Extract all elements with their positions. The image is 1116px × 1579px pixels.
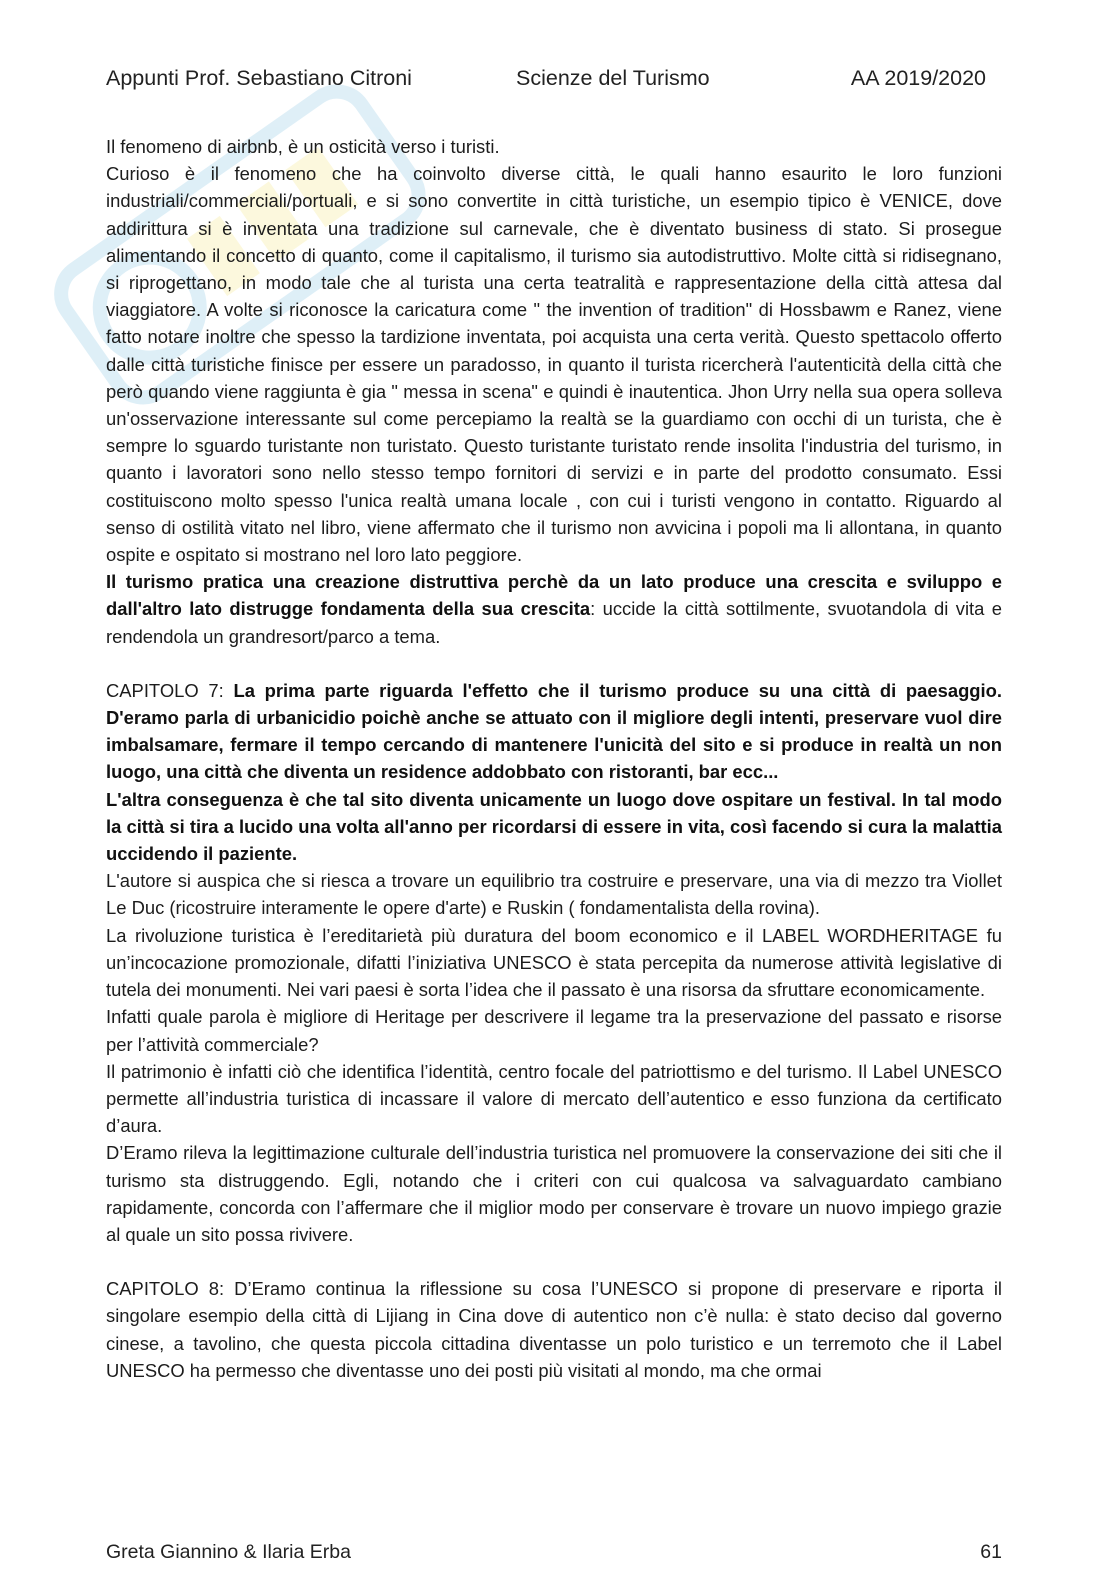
paragraph-heritage: Infatti quale parola è migliore di Heritage per descrivere il legame tra la preservazione del passato e risorse per l’attività commerciale? [106,1006,1002,1055]
paragraph-patrimony: Il patrimonio è infatti ciò che identifica l’identità, centro focale del patriottismo e del turismo. Il Label UNESCO permette all’industria turistica di incassare il valore di mercato dell’autentico e esso funziona da certificato d’aura. [106,1060,1002,1137]
paragraph-destructive-creation [106,568,1002,650]
paragraph-chapter-7 [106,677,1002,786]
bold-destructive-creation: Il turismo pratica una creazione distruttiva perchè da un lato produce una crescita e sviluppo e dall'altro lato distrugge fondamenta della sua crescita [106,571,1002,620]
page-header [106,66,986,96]
page-number: 61 [980,1541,1002,1563]
chapter-7-label: CAPITOLO 7: [106,679,234,701]
paragraph-chapter-8: CAPITOLO 8: D’Eramo continua la riflessione su cosa l’UNESCO si propone di preservare e riporta il singolare esempio della città di Lijiang in Cina dove di autentico non c’è nulla: è stato deciso dal governo cinese, a tavolino, che questa piccola cittadina diventasse un polo turistico e un terremoto che il Label UNESCO ha permesso che diventasse uno dei posti più visitati al mondo, ma che ormai [106,1278,1002,1381]
header-course-author: Appunti Prof. Sebastiano Citroni [106,66,412,90]
document-body [106,133,1002,1384]
paragraph-tourist-revolution: La rivoluzione turistica è l’ereditarietà più duratura del boom economico e il LABEL WORDHERITAGE fu un’incocazione promozionale, difatti l’iniziativa UNESCO è stata percepita da numerose attività legislative di tutela dei monumenti. Nei vari paesi è sorta l’idea che il passato è una risorsa da sfruttare economicamente. [106,924,1002,1001]
paragraph-balance: L'autore si auspica che si riesca a trovare un equilibrio tra costruire e preservare, una via di mezzo tra Viollet Le Duc (ricostruire interamente le opere d'arte) e Ruskin ( fondamentalista della rovina). [106,870,1002,919]
bold-festival-consequence: L'altra conseguenza è che tal sito diventa unicamente un luogo dove ospitare un festival. In tal modo la città si tira a lucido una volta all'anno per ricordarsi di essere in vita, così facendo si cura la malattia uccidendo il paziente. [106,788,1002,865]
header-course-title: Scienze del Turismo [516,66,710,90]
chapter-7-bold-text: La prima parte riguarda l'effetto che il turismo produce su una città di paesaggio. D'eramo parla di urbanicidio poichè anche se attuato con il migliore degli intenti, preservare vuol dire imbalsamare, fermare il tempo cercando di mantenere l'unicità del sito e si produce in realtà un non luogo, una città che diventa un residence addobbato con ristoranti, bar ecc... [106,679,1002,783]
paragraph-deramo-legitimation: D’Eramo rileva la legittimazione culturale dell’industria turistica nel promuovere la conservazione dei siti che il turismo sta distruggendo. Egli, notando che i criteri con cui qualcosa va salvaguardato cambiano rapidamente, concorda con l’affermare che il miglior modo per conservare è trovare un nuovo impiego grazie al quale un sito possa rivivere. [106,1142,1002,1245]
text-destructive-creation-rest: : uccide la città sottilmente, svuotandola di vita e rendendola un grandresort/parco a tema. [106,598,1002,647]
paragraph-festival-consequence [106,786,1002,868]
header-academic-year: AA 2019/2020 [850,66,986,90]
footer-authors: Greta Giannino & Ilaria Erba [106,1541,351,1563]
paragraph-airbnb: Il fenomeno di airbnb, è un osticità verso i turisti. [106,136,500,157]
paragraph-tourist-cities: Curioso è il fenomeno che ha coinvolto diverse città, le quali hanno esaurito le loro funzioni industriali/commerciali/portuali, e si sono convertite in città turistiche, un esempio tipico è VENICE, dove addirittura si è inventata una tradizione sul carnevale, che è diventato business di stato. Si prosegue alimentando il concetto di quanto, come il capitalismo, il turismo sia autodistruttivo. Molte città si ridisegnano, si riprogettano, in modo tale che al turista una certa teatralità e rappresentazione della città attesa dal viaggiatore. A volte si riconosce la caricatura come " the invention of tradition" di Hossbawm e Ranez, viene fatto notare inoltre che spesso la tardizione inventata, poi acquista una certa verità. Questo spettacolo offerto dalle città turistiche finisce per essere un paradosso, in quanto il turista ricercherà l'autenticità della città che però quando viene raggiunta è gia " messa in scena" e quindi è inautentica. Jhon Urry nella sua opera solleva un'osservazione interessante sul come percepiamo la realtà se la guardiamo con occhi di un turista, che è sempre lo sguardo turistante non turistato. Questo turistante turistato rende insolita l'industria del turismo, in quanto i lavoratori sono nello stesso tempo fornitori di servizi e in parte del prodotto consumato. Essi costituiscono molto spesso l'unica realtà umana locale , con cui i turisti vengono in contatto. Riguardo al senso di ostilità vitato nel libro, viene affermato che il turismo non avvicina i popoli ma li allontana, in quanto ospite e ospitato si mostrano nel loro lato peggiore. [106,163,1002,566]
